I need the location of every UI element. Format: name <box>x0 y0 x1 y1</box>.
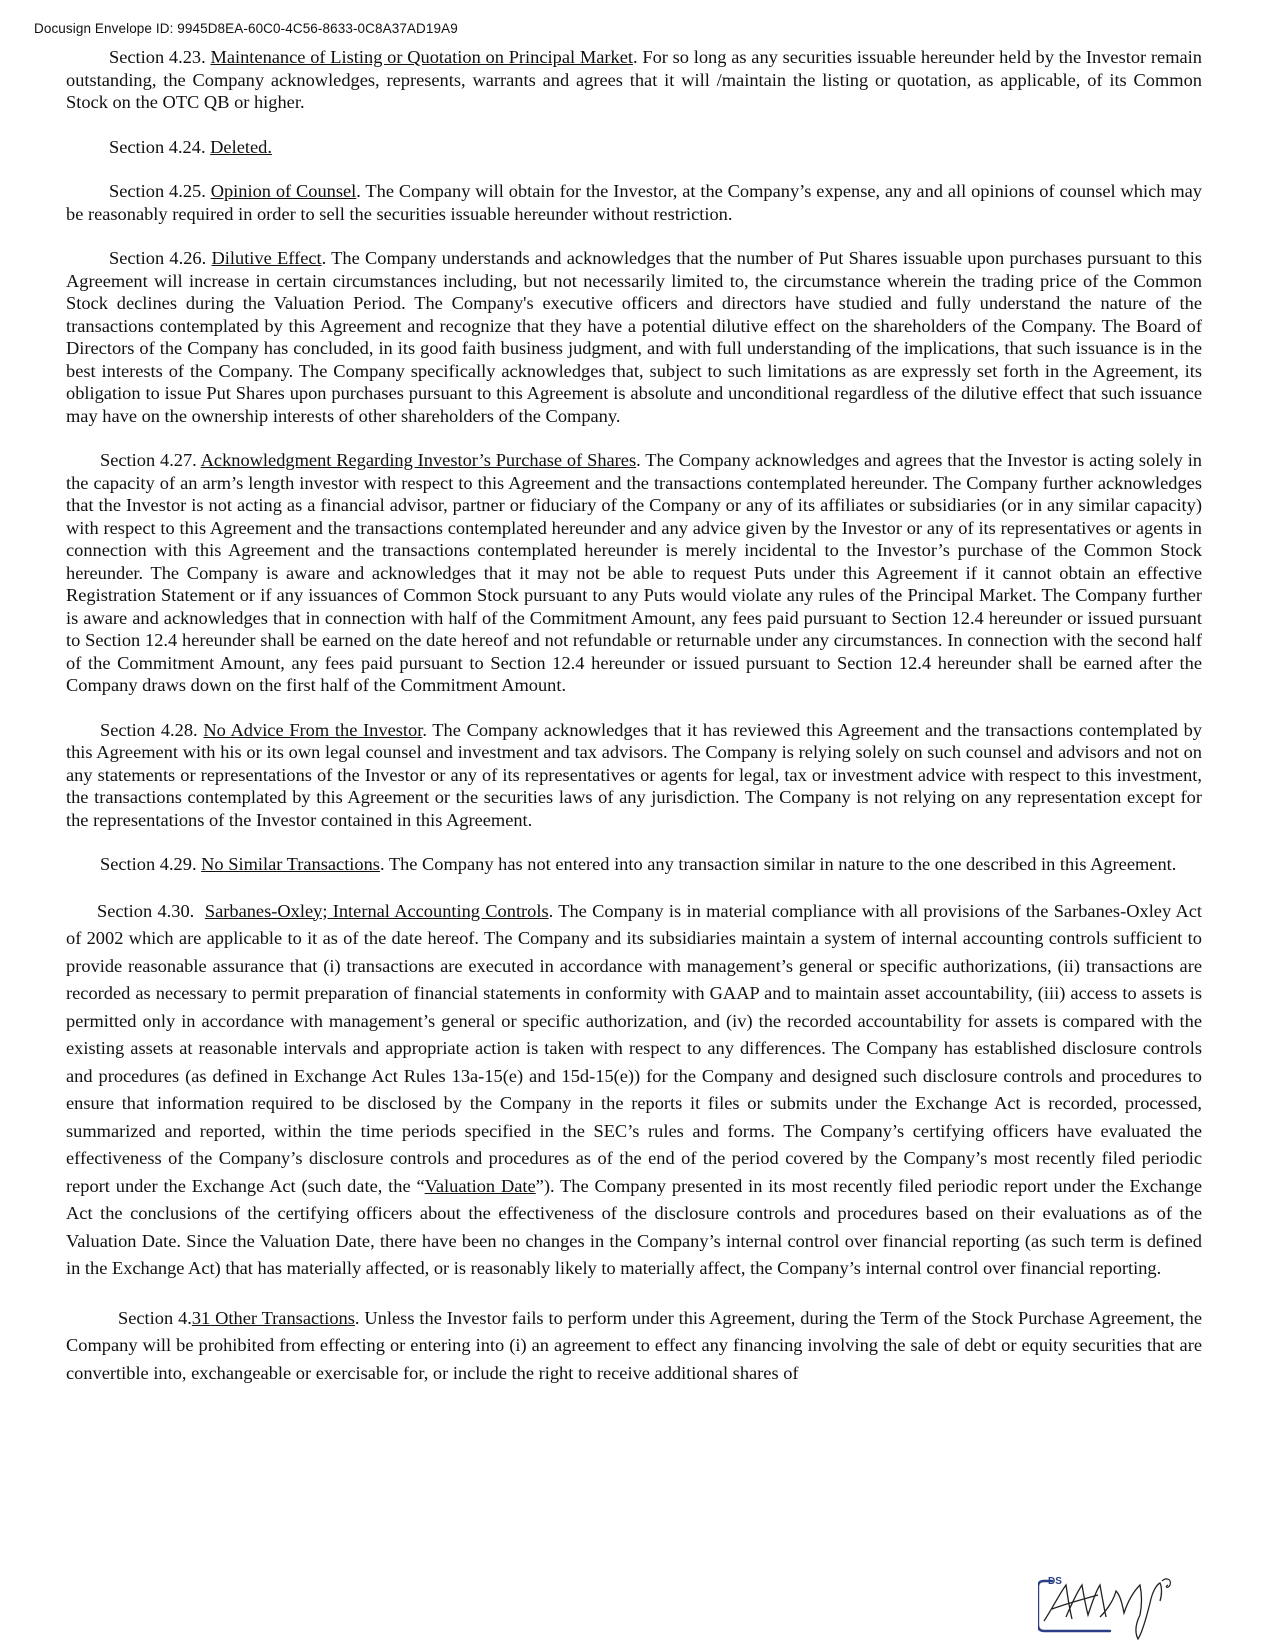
docusign-ds-label: DS <box>1048 1576 1062 1587</box>
section-4-27 <box>66 449 1202 697</box>
defined-term: Valuation Date <box>424 1175 536 1196</box>
section-4-23 <box>66 46 1202 114</box>
section-text: The Company understands and acknowledges that the number of Put Shares issuable upon purchases pursuant to this Agreement will increase in certain circumstances including, but not necessarily limited to, the circumstance wherein the trading price of the Common Stock declines during the Valuation Period. The Company's executive officers and directors have studied and fully understand the nature of the transactions contemplated by this Agreement and recognize that they have a potential dilutive effect on the shareholders of the Company. The Board of Directors of the Company has concluded, in its good faith business judgment, and with full understanding of the implications, that such issuance is in the best interests of the Company. The Company specifically acknowledges that, subject to such limitations as are expressly set forth in the Agreement, its obligation to issue Put Shares upon purchases pursuant to this Agreement is absolute and unconditional regardless of the dilutive effect that such issuance may have on the ownership interests of other shareholders of the Company. <box>66 248 1202 426</box>
section-heading: No Advice From the Investor <box>203 719 423 740</box>
section-number: Section 4.23. <box>109 47 206 67</box>
heading-period: . <box>379 854 385 874</box>
section-text: The Company has not entered into any transaction similar in nature to the one described in this Agreement. <box>384 854 1177 874</box>
section-number: Section 4.24. <box>109 136 206 157</box>
section-text: The Company acknowledges that it has reviewed this Agreement and the transactions contemplated by this Agreement with his or its own legal counsel and investment and tax advisors. The Company is relying solely on such counsel and advisors and not on any statements or representations of the Investor or any of its representatives or agents for legal, tax or investment advice with respect to this investment, the transactions contemplated by this Agreement or the securities laws of any jurisdiction. The Company is not relying on any representation except for the representations of the Investor contained in this Agreement. <box>66 719 1202 830</box>
section-text: For so long as any securities issuable hereunder held by the Investor remain outstanding, the Company acknowledges, represents, warrants and agrees that it will /maintain the listing or quotation, as applicable, of its Common Stock on the OTC QB or higher. <box>66 47 1202 112</box>
section-heading: Maintenance of Listing or Quotation on Principal Market <box>210 47 633 67</box>
section-4-30 <box>66 898 1202 1283</box>
section-4-28 <box>66 719 1202 832</box>
section-4-31 <box>66 1305 1202 1388</box>
section-number: Section 4.26. <box>109 248 207 268</box>
section-text-continued: ”). The Company presented in its most recently filed periodic report under the Exchange Act the conclusions of the certifying officers about the effectiveness of the disclosure controls and procedures based on their evaluations as of the Valuation Date. Since the Valuation Date, there have been no changes in the Company’s internal control over financial reporting (as such term is defined in the Exchange Act) that has materially affected, or is reasonably likely to materially affect, the Company’s internal control over financial reporting. <box>66 1175 1202 1278</box>
section-text: The Company will obtain for the Investor, at the Company’s expense, any and all opinions of counsel which may be reasonably required in order to sell the securities issuable hereunder without restriction. <box>66 181 1202 224</box>
heading-period: . <box>636 450 641 470</box>
section-text: . Unless the Investor fails to perform under this Agreement, during the Term of the Stock Purchase Agreement, the Company will be prohibited from effecting or entering into (i) an agreement to effect any financing involving the sale of debt or equity securities that are convertible into, exchangeable or exercisable for, or include the right to receive additional shares of <box>66 1307 1202 1383</box>
section-number: Section 4.30. <box>97 900 195 921</box>
document-body <box>66 46 1202 1387</box>
section-number: Section 4.28. <box>100 719 198 740</box>
heading-period: . <box>632 47 638 67</box>
section-4-25 <box>66 180 1202 225</box>
section-text: . The Company is in material compliance with all provisions of the Sarbanes-Oxley Act of 2002 which are applicable to it as of the date hereof. The Company and its subsidiaries maintain a system of internal accounting controls sufficient to provide reasonable assurance that (i) transactions are executed in accordance with management’s general or specific authorizations, (ii) transactions are recorded as necessary to permit preparation of financial statements in conformity with GAAP and to maintain asset accountability, (iii) access to assets is permitted only in accordance with management’s general or specific authorization, and (iv) the recorded accountability for assets is compared with the existing assets at reasonable intervals and appropriate action is taken with respect to any differences. The Company has established disclosure controls and procedures (as defined in Exchange Act Rules 13a-15(e) and 15d-15(e)) for the Company and designed such disclosure controls and procedures to ensure that information required to be disclosed by the Company in the reports it files or submits under the Exchange Act is recorded, processed, summarized and reported, within the time periods specified in the SEC’s rules and forms. The Company’s certifying officers have evaluated the effectiveness of the Company’s disclosure controls and procedures as of the end of the period covered by the Company’s most recently filed periodic report under the Exchange Act (such date, the “ <box>66 900 1202 1196</box>
section-heading: Opinion of Counsel <box>210 181 357 201</box>
heading-period: . <box>356 181 361 201</box>
section-number-underlined: 31 <box>191 1307 211 1328</box>
section-number: Section 4.29. <box>100 854 197 874</box>
section-number-prefix: Section 4. <box>118 1307 192 1328</box>
docusign-initials-signature <box>1038 1573 1228 1643</box>
section-text: The Company acknowledges and agrees that the Investor is acting solely in the capacity of an arm’s length investor with respect to this Agreement and the transactions contemplated hereunder. The Company further acknowledges that the Investor is not acting as a financial advisor, partner or fiduciary of the Company or any of its affiliates or subsidiaries (or in any similar capacity) with respect to this Agreement and the transactions contemplated hereunder and any advice given by the Investor or any of its representatives or agents in connection with this Agreement and the transactions contemplated hereunder is merely incidental to the Investor’s purchase of the Common Stock hereunder. The Company is aware and acknowledges that it may not be able to request Puts under this Agreement if it cannot obtain an effective Registration Statement or if any issuances of Common Stock pursuant to any Puts would violate any rules of the Principal Market. The Company further is aware and acknowledges that in connection with half of the Commitment Amount, any fees paid pursuant to Section 12.4 hereunder or issued pursuant to Section 12.4 hereunder shall be earned on the date hereof and not refundable or returnable under any circumstances. In connection with the second half of the Commitment Amount, any fees paid pursuant to Section 12.4 hereunder or issued pursuant to Section 12.4 hereunder shall be earned after the Company draws down on the first half of the Commitment Amount. <box>66 450 1202 695</box>
heading-period: . <box>321 248 327 268</box>
section-heading: Other Transactions <box>210 1307 355 1328</box>
section-heading: Acknowledgment Regarding Investor’s Purchase of Shares <box>200 450 637 470</box>
heading-period: . <box>422 719 427 740</box>
section-heading: Sarbanes-Oxley; Internal Accounting Controls <box>204 900 549 921</box>
section-4-26 <box>66 247 1202 427</box>
signature-graphic <box>1038 1573 1228 1643</box>
section-4-29 <box>66 853 1202 876</box>
section-4-24 <box>66 136 1202 159</box>
section-number: Section 4.27. <box>100 450 197 470</box>
section-heading: Deleted. <box>210 136 272 157</box>
docusign-envelope-id: Docusign Envelope ID: 9945D8EA-60C0-4C56-8633-0C8A37AD19A9 <box>34 21 458 36</box>
section-number: Section 4.25. <box>109 181 206 201</box>
section-heading: No Similar Transactions <box>201 854 380 874</box>
section-heading: Dilutive Effect <box>211 248 322 268</box>
